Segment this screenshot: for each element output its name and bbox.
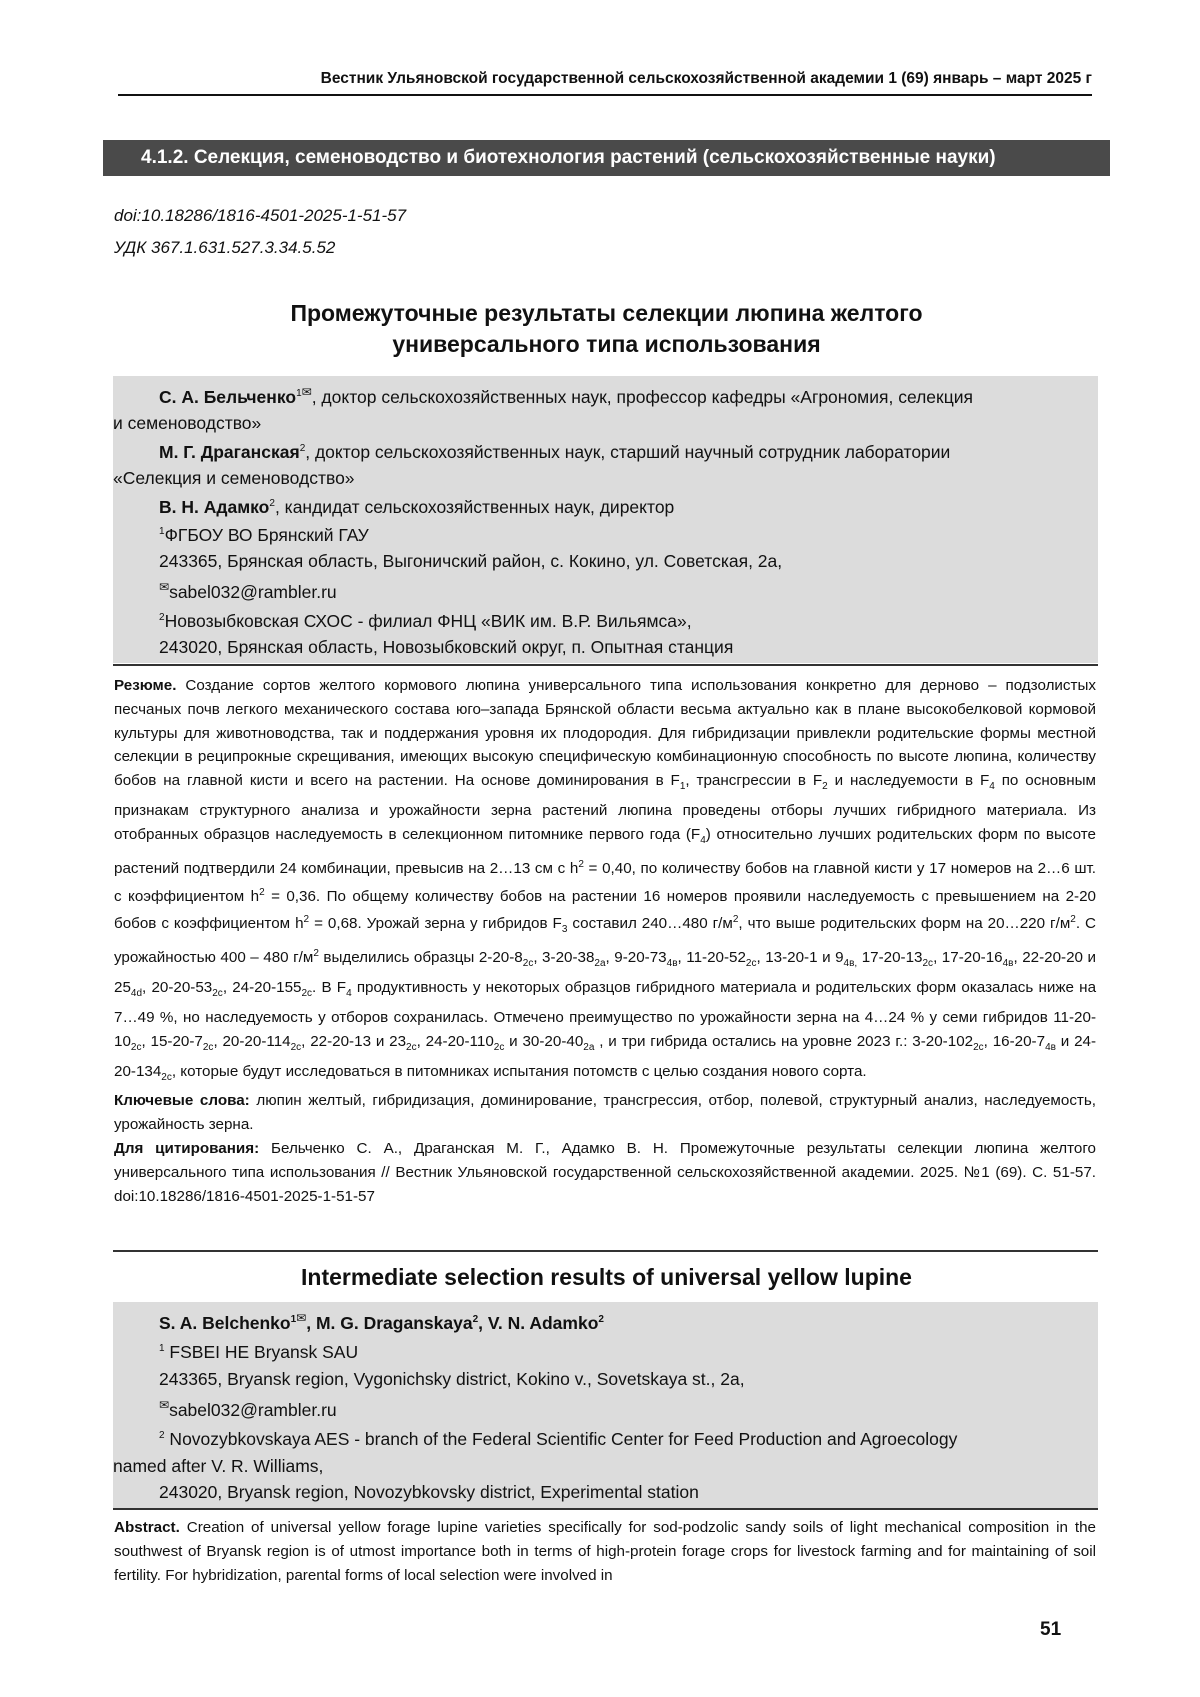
author-2-sup: 2 xyxy=(300,443,306,454)
affiliation-1-name xyxy=(113,519,1098,548)
affiliation-1-text: ФГБОУ ВО Брянский ГАУ xyxy=(165,525,369,545)
title-ru-line-1: Промежуточные результаты селекции люпина желтого xyxy=(103,298,1110,329)
affiliation-en-2-address: 243020, Bryansk region, Novozybkovsky district, Experimental station xyxy=(113,1479,1098,1506)
envelope-icon: ✉ xyxy=(296,1305,306,1332)
email-link-en[interactable]: sabel032@rambler.ru xyxy=(169,1400,337,1420)
abstract-en-text: Creation of universal yellow forage lupine varieties specifically for sod-podzolic sandy soils of light mechanical composition in the southwest of Bryansk region is of utmost importance both in terms of high-protein forage crops for livestock farming and for maintaining of soil fertility. For hybridization, parental forms of local selection were involved in xyxy=(114,1519,1096,1584)
author-2-line xyxy=(113,436,1098,465)
affiliation-2-text: Новозыбковская СХОС - филиал ФНЦ «ВИК им. В.Р. Вильямса», xyxy=(165,611,692,631)
affiliation-2-address: 243020, Брянская область, Новозыбковский округ, п. Опытная станция xyxy=(113,634,1098,660)
citation-ru xyxy=(114,1137,1096,1208)
author-2-name: М. Г. Драганская xyxy=(159,442,300,462)
doi: doi:10.18286/1816-4501-2025-1-51-57 xyxy=(114,206,406,226)
author-en-2: , M. G. Draganskaya xyxy=(306,1313,472,1333)
email-line-ru xyxy=(113,574,1098,605)
article-title-ru xyxy=(103,298,1110,360)
author-2-desc: , доктор сельскохозяйственных наук, старший научный сотрудник лаборатории xyxy=(305,442,950,462)
envelope-icon: ✉ xyxy=(159,1392,169,1419)
affiliation-1-address: 243365, Брянская область, Выгоничский район, с. Кокино, ул. Советская, 2а, xyxy=(113,548,1098,574)
affiliation-2-name xyxy=(113,605,1098,634)
author-1-desc: , доктор сельскохозяйственных наук, профессор кафедры «Агрономия, селекция xyxy=(312,387,973,407)
envelope-icon: ✉ xyxy=(302,379,312,405)
abstract-ru-label: Резюме. xyxy=(114,677,176,694)
divider-top-abstract-en xyxy=(113,1508,1098,1510)
author-2-desc-cont: «Селекция и семеноводство» xyxy=(113,465,1098,491)
citation-ru-label: Для цитирования: xyxy=(114,1140,259,1157)
author-3-line xyxy=(113,491,1098,520)
author-1-line xyxy=(113,379,1098,410)
citation-ru-text: Бельченко С. А., Драганская М. Г., Адамко В. Н. Промежуточные результаты селекции люпина желтого универсального типа использования // Вестник Ульяновской государственной сельскохозяйственной академии. 2025. №1 (69). С. 51-57. doi:10.18286/1816-4501-2025-1-51-57 xyxy=(114,1140,1096,1205)
affiliation-2-sup: 2 xyxy=(159,612,165,623)
section-heading-bar: 4.1.2. Селекция, семеноводство и биотехнология растений (сельскохозяйственные науки) xyxy=(103,140,1110,176)
divider-top-abstract-ru xyxy=(113,664,1098,666)
abstract-en xyxy=(114,1516,1096,1588)
envelope-icon: ✉ xyxy=(159,574,169,600)
author-1-sup: 1 xyxy=(296,388,302,399)
divider-bottom-abstract-ru xyxy=(113,1250,1098,1252)
article-title-en: Intermediate selection results of universal yellow lupine xyxy=(103,1264,1110,1291)
affiliation-en-1-address: 243365, Bryansk region, Vygonichsky district, Kokino v., Sovetskaya st., 2a, xyxy=(113,1366,1098,1393)
author-en-1: S. A. Belchenko xyxy=(159,1313,291,1333)
page-number: 51 xyxy=(1040,1619,1061,1641)
affiliation-en-1: 1 FSBEI HE Bryansk SAU xyxy=(113,1336,1098,1365)
affiliation-1-sup: 1 xyxy=(159,526,165,537)
authors-en-line: S. A. Belchenko1✉, M. G. Draganskaya2, V. N. Adamko2 xyxy=(113,1305,1098,1336)
author-1-name: С. А. Бельченко xyxy=(159,387,296,407)
author-3-sup: 2 xyxy=(269,498,275,509)
abstract-en-label: Abstract. xyxy=(114,1519,180,1536)
email-link-ru[interactable]: sabel032@rambler.ru xyxy=(169,582,337,602)
journal-running-header: Вестник Ульяновской государственной сельскохозяйственной академии 1 (69) январь – март 2025 г xyxy=(118,70,1092,96)
keywords-ru-text: люпин желтый, гибридизация, доминирование, трансгрессия, отбор, полевой, структурный анализ, наследуемость, урожайность зерна. xyxy=(114,1092,1096,1133)
author-3-desc: , кандидат сельскохозяйственных наук, директор xyxy=(275,496,674,516)
title-ru-line-2: универсального типа использования xyxy=(103,329,1110,360)
abstract-ru xyxy=(114,674,1096,1208)
udk: УДК 367.1.631.527.3.34.5.52 xyxy=(114,238,335,258)
authors-block-ru xyxy=(113,376,1098,663)
authors-block-en xyxy=(113,1302,1098,1509)
author-1-desc-cont: и семеноводство» xyxy=(113,410,1098,436)
abstract-ru-paragraph: Резюме. Создание сортов желтого кормового люпина универсального типа использования конкретно для дерново – подзолистых песчаных почв легкого механического состава юго–запада Брянской области весьма актуально как в плане высокобелковой кормовой культуры для животноводства, так и поддержания уровня их плодородия. Для гибридизации привлекли родительские формы местной селекции в реципрокные скрещивания, имеющих высокую специфическую комбинационную способность по высоте люпина, количеству бобов на главной кисти и всего на растении. На основе доминирования в F1, трансгрессии в F2 и наследуемости в F4 по основным признакам структурного анализа и урожайности зерна растений люпина проведены отборы лучших гибридного материала. Из отобранных образцов наследуемость в селекционном питомнике первого года (F4) относительно лучших родительских форм по высоте растений подтвердили 24 комбинации, превысив на 2…13 см с h2 = 0,40, по количеству бобов на главной кисти у 17 номеров на 2…6 шт. с коэффициентом h2 = 0,36. По общему количеству бобов на растении 16 номеров проявили наследуемость с превышением на 2-20 бобов с коэффициентом h2 = 0,68. Урожай зерна у гибридов F3 составил 240…480 г/м2, что выше родительских форм на 20…220 г/м2. С урожайностью 400 – 480 г/м2 выделились образцы 2-20-82с, 3-20-382а, 9-20-734в, 11-20-522с, 13-20-1 и 94в, 17-20-132с, 17-20-164в, 22-20-20 и 254d, 20-20-532с, 24-20-1552с. В F4 продуктивность у некоторых образцов гибридного материала и родительских форм оказалась ниже на 7…49 %, но наследуемость у отборов сохранилась. Отмечено преимущество по урожайности зерна на 4…24 % у семи гибридов 11-20-102с, 15-20-72с, 20-20-1142с, 22-20-13 и 232с, 24-20-1102с и 30-20-402а , и три гибрида остались на уровне 2023 г.: 3-20-1022с, 16-20-74в и 24-20-1342с, которые будут исследоваться в питомниках испытания потомств с целью создания нового сорта. xyxy=(114,674,1096,1089)
keywords-ru-label: Ключевые слова: xyxy=(114,1092,250,1109)
affiliation-en-2-cont: named after V. R. Williams, xyxy=(113,1453,1098,1480)
affiliation-en-2: 2 Novozybkovskaya AES - branch of the Federal Scientific Center for Feed Production and Agroecology xyxy=(113,1423,1098,1452)
author-en-3: , V. N. Adamko xyxy=(478,1313,598,1333)
email-line-en xyxy=(113,1392,1098,1423)
author-3-name: В. Н. Адамко xyxy=(159,496,269,516)
keywords-ru xyxy=(114,1089,1096,1137)
